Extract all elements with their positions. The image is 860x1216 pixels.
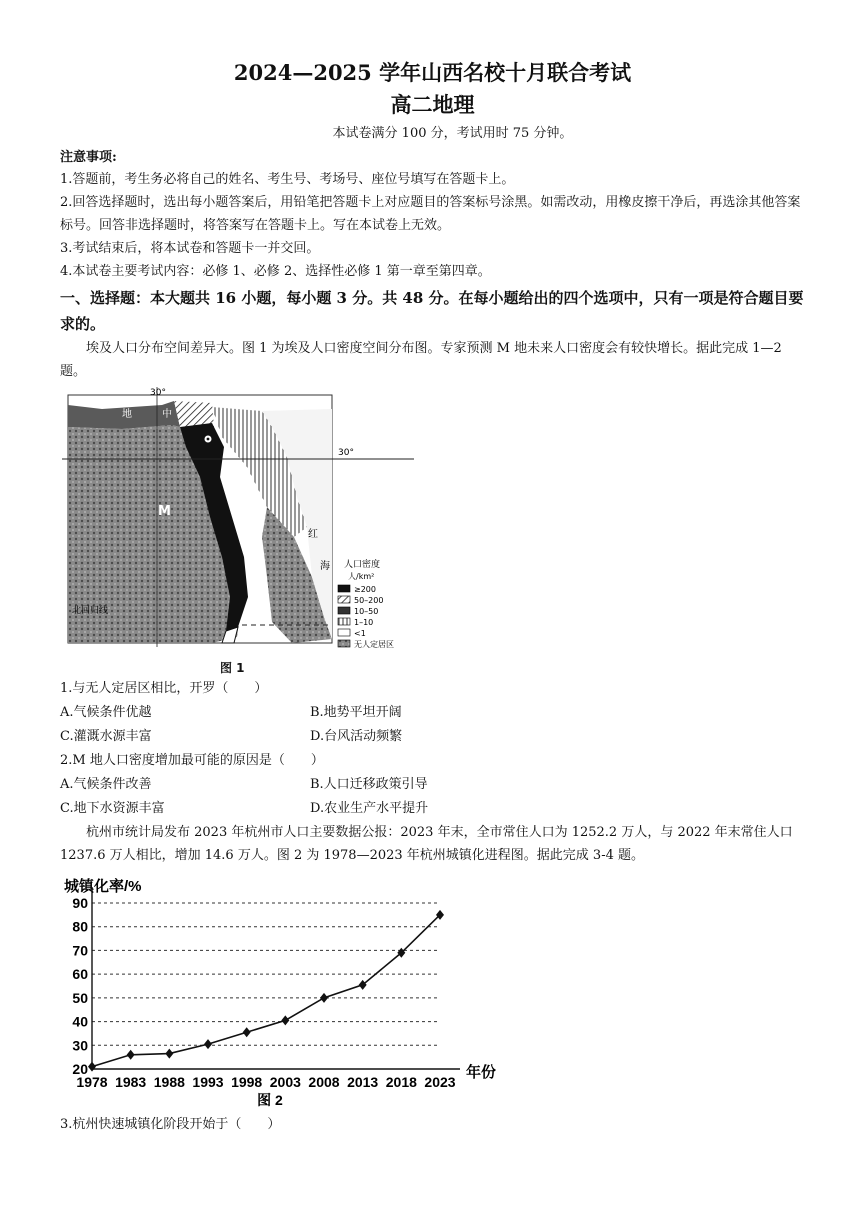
question-3: 3.杭州快速城镇化阶段开始于（ ）: [60, 1117, 281, 1132]
question-2-options: [60, 773, 805, 821]
legend-swatch: [338, 618, 350, 625]
lon-label: 30°: [150, 388, 166, 398]
x-tick-label: 1978: [76, 1074, 108, 1090]
lat-label: 30°: [338, 448, 354, 458]
figure-2-caption: 图 2: [257, 1092, 283, 1108]
data-point: [243, 1027, 251, 1037]
sea-label: 中: [162, 409, 172, 420]
legend-swatch: [338, 629, 350, 636]
data-point: [127, 1050, 135, 1060]
legend-label: 10–50: [354, 607, 379, 616]
x-tick-label: 2018: [385, 1074, 417, 1090]
exam-subject: 高二地理: [390, 92, 475, 117]
y-tick-label: 30: [72, 1037, 88, 1054]
y-tick-label: 60: [72, 966, 88, 983]
m-label: M: [158, 504, 171, 519]
legend-label: 1–10: [354, 618, 374, 627]
passage-2: 杭州市统计局发布 2023 年杭州市人口主要数据公报：2023 年末，全市常住人口为 1252.2 万人，与 2022 年末常住人口 1237.6 万人相比，增加 14.6 万人。图 2 为 1978—2023 年杭州城镇化进程图。据此完成 3-4 题。: [60, 825, 793, 863]
data-point: [320, 993, 328, 1003]
figure-2: [60, 873, 805, 1113]
option-d: D.农业生产水平提升: [310, 801, 429, 816]
data-point: [204, 1039, 212, 1049]
x-tick-label: 1988: [153, 1074, 185, 1090]
legend-label: <1: [354, 629, 366, 638]
exam-title: 2024—2025 学年山西名校十月联合考试: [233, 60, 632, 85]
exam-page: [60, 58, 805, 1137]
passage-1: 埃及人口分布空间差异大。图 1 为埃及人口密度空间分布图。专家预测 M 地未来人口密度会有较快增长。据此完成 1—2 题。: [60, 341, 782, 379]
y-tick-label: 90: [72, 895, 88, 911]
question-1: 1.与无人定居区相比，开罗（ ）: [60, 681, 268, 696]
legend-swatch: [338, 607, 350, 614]
notice-item: 3.考试结束后，将本试卷和答题卡一并交回。: [60, 241, 320, 256]
y-tick-label: 70: [72, 942, 88, 959]
option-a: A.气候条件改善: [60, 777, 152, 792]
notice-item: 1.答题前，考生务必将自己的姓名、考生号、考场号、座位号填写在答题卡上。: [60, 172, 515, 187]
data-point: [88, 1062, 96, 1072]
legend-swatch: [338, 585, 350, 592]
x-axis-label: 年份: [466, 1064, 497, 1081]
egypt-map: [62, 387, 422, 675]
sea-label: 海: [320, 561, 330, 572]
data-point: [359, 980, 367, 990]
option-b: B.地势平坦开阔: [310, 705, 402, 720]
exam-meta: 本试卷满分 100 分，考试用时 75 分钟。: [332, 126, 573, 141]
legend-label: 无人定居区: [354, 640, 394, 649]
figure-1: [60, 387, 805, 677]
option-d: D.台风活动频繁: [310, 729, 403, 744]
y-axis-label: 城镇化率/%: [64, 878, 142, 895]
x-tick-label: 1993: [192, 1074, 224, 1090]
figure-1-caption: 图 1: [220, 661, 245, 675]
x-tick-label: 1998: [231, 1074, 263, 1090]
option-c: C.灌溉水源丰富: [60, 729, 152, 744]
x-tick-label: 2023: [424, 1074, 456, 1090]
x-tick-label: 2008: [308, 1074, 340, 1090]
y-tick-label: 50: [72, 989, 88, 1006]
legend-swatch: [338, 640, 350, 647]
x-tick-label: 1983: [115, 1074, 147, 1090]
series-line: [92, 915, 440, 1067]
notice-item: 2.回答选择题时，选出每小题答案后，用铅笔把答题卡上对应题目的答案标号涂黑。如需改动，用橡皮擦干净后，再选涂其他答案标号。回答非选择题时，将答案写在答题卡上。写在本试卷上无效。: [60, 195, 801, 233]
legend-label: ≥200: [354, 585, 376, 594]
y-tick-label: 80: [72, 918, 88, 935]
y-tick-label: 20: [72, 1061, 88, 1077]
data-point: [165, 1049, 173, 1059]
legend-label: 50–200: [354, 596, 384, 605]
tropic-label: 北回归线: [72, 606, 109, 616]
y-tick-label: 40: [72, 1013, 88, 1030]
urbanization-chart: [60, 873, 497, 1109]
sea-label: 红: [308, 529, 318, 540]
legend-swatch: [338, 596, 350, 603]
question-2: 2.M 地人口密度增加最可能的原因是（ ）: [60, 753, 324, 768]
notice-item: 4.本试卷主要考试内容：必修 1、必修 2、选择性必修 1 第一章至第四章。: [60, 264, 491, 279]
section-heading: 一、选择题：本大题共 16 小题，每小题 3 分。共 48 分。在每小题给出的四个选项中，只有一项是符合题目要求的。: [60, 289, 804, 333]
option-c: C.地下水资源丰富: [60, 801, 165, 816]
sea-label: 地: [122, 409, 132, 420]
x-tick-label: 2003: [269, 1074, 301, 1090]
legend-title: 人口密度: [344, 560, 381, 570]
question-1-options: [60, 701, 805, 749]
notice-heading: 注意事项:: [60, 150, 117, 165]
option-b: B.人口迁移政策引导: [310, 777, 428, 792]
option-a: A.气候条件优越: [60, 705, 152, 720]
legend-unit: 人/km²: [348, 572, 375, 581]
map-legend: [338, 558, 394, 649]
data-point: [281, 1015, 289, 1025]
x-tick-label: 2013: [347, 1074, 379, 1090]
